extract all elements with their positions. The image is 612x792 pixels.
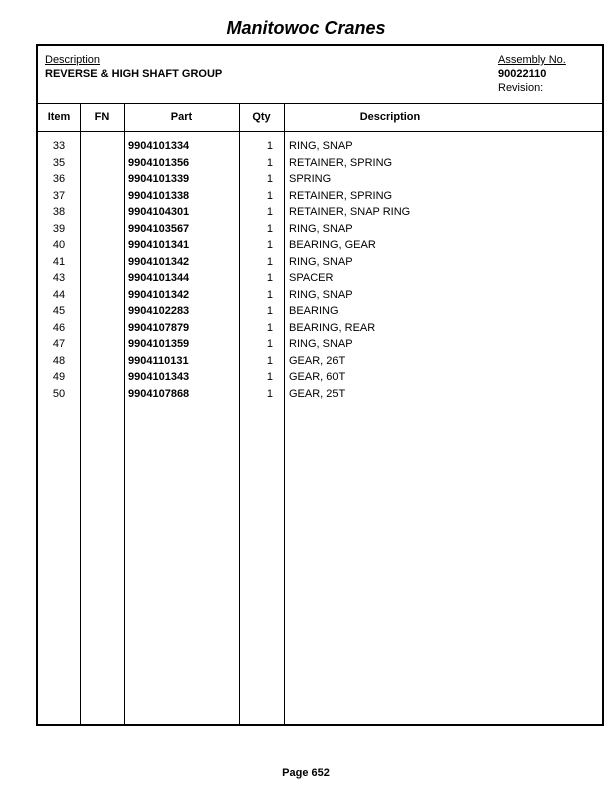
part-number-cell: 9904101342 <box>128 255 190 268</box>
description-label: Description <box>45 54 101 66</box>
part-number-cell: 9904101356 <box>128 156 190 169</box>
table-row <box>38 270 602 287</box>
item-cell: 46 <box>52 321 66 334</box>
item-cell: 40 <box>52 239 66 251</box>
parts-table-frame <box>36 44 604 726</box>
part-number-cell: 9904110131 <box>128 354 189 367</box>
description-cell: BEARING, REAR <box>289 321 376 334</box>
description-cell: GEAR, 60T <box>289 371 346 383</box>
table-row <box>38 254 602 271</box>
column-header-item: Item <box>47 111 71 123</box>
description-cell: RETAINER, SPRING <box>289 156 393 169</box>
description-cell: GEAR, 25T <box>289 387 346 400</box>
header-divider <box>38 131 602 132</box>
description-cell: RING, SNAP <box>289 338 353 350</box>
part-number-cell: 9904102283 <box>128 305 190 317</box>
part-number-cell: 9904104301 <box>128 206 190 218</box>
qty-cell: 1 <box>266 387 273 400</box>
item-cell: 36 <box>52 173 66 185</box>
qty-cell: 1 <box>266 173 273 185</box>
table-row <box>38 221 602 238</box>
document-title: Manitowoc Cranes <box>226 18 386 38</box>
description-cell: RING, SNAP <box>289 222 353 235</box>
item-cell: 39 <box>52 222 66 235</box>
description-cell: RING, SNAP <box>289 140 353 152</box>
item-cell: 44 <box>52 288 66 301</box>
part-number-cell: 9904101343 <box>128 371 190 383</box>
item-cell: 43 <box>52 272 66 284</box>
item-cell: 48 <box>52 354 66 367</box>
assembly-header <box>38 46 602 104</box>
part-number-cell: 9904101342 <box>128 288 190 301</box>
qty-cell: 1 <box>266 222 273 235</box>
item-cell: 41 <box>52 255 66 268</box>
table-row <box>38 320 602 337</box>
part-number-cell: 9904101344 <box>128 272 190 284</box>
description-cell: SPRING <box>289 173 332 185</box>
assembly-number-value: 90022110 <box>498 68 547 80</box>
item-cell: 33 <box>52 140 66 152</box>
description-cell: GEAR, 26T <box>289 354 346 367</box>
part-number-cell: 9904101341 <box>128 239 190 251</box>
column-header-qty: Qty <box>252 111 271 123</box>
qty-cell: 1 <box>266 206 273 218</box>
description-cell: BEARING, GEAR <box>289 239 376 251</box>
part-number-cell: 9904101339 <box>128 173 190 185</box>
description-cell: SPACER <box>289 272 334 284</box>
part-number-cell: 9904101338 <box>128 189 190 202</box>
table-row <box>38 138 602 155</box>
column-header-description: Description <box>359 111 421 123</box>
table-row <box>38 188 602 205</box>
qty-cell: 1 <box>266 140 273 152</box>
item-cell: 50 <box>52 387 66 400</box>
table-row <box>38 336 602 353</box>
qty-cell: 1 <box>266 354 273 367</box>
description-cell: RING, SNAP <box>289 288 353 301</box>
table-row <box>38 204 602 221</box>
description-cell: RETAINER, SPRING <box>289 189 393 202</box>
qty-cell: 1 <box>266 321 273 334</box>
qty-cell: 1 <box>266 239 273 251</box>
assembly-number-label: Assembly No. <box>498 54 566 66</box>
item-cell: 49 <box>52 371 66 383</box>
qty-cell: 1 <box>266 288 273 301</box>
column-header-part: Part <box>170 111 193 123</box>
table-row <box>38 303 602 320</box>
item-cell: 47 <box>52 338 66 350</box>
part-number-cell: 9904101359 <box>128 338 190 350</box>
parts-list <box>38 138 602 402</box>
table-row <box>38 369 602 386</box>
description-value: REVERSE & HIGH SHAFT GROUP <box>45 68 223 80</box>
qty-cell: 1 <box>266 156 273 169</box>
description-cell: RETAINER, SNAP RING <box>289 206 411 218</box>
part-number-cell: 9904103567 <box>128 222 190 235</box>
column-header-fn: FN <box>94 111 110 123</box>
table-row <box>38 353 602 370</box>
table-row <box>38 171 602 188</box>
part-number-cell: 9904101334 <box>128 140 190 152</box>
qty-cell: 1 <box>266 272 273 284</box>
page-number: Page 652 <box>282 767 330 779</box>
qty-cell: 1 <box>266 255 273 268</box>
item-cell: 37 <box>52 189 66 202</box>
table-row <box>38 237 602 254</box>
item-cell: 35 <box>52 156 66 169</box>
table-row <box>38 287 602 304</box>
table-row <box>38 386 602 403</box>
description-cell: RING, SNAP <box>289 255 353 268</box>
part-number-cell: 9904107879 <box>128 321 190 334</box>
qty-cell: 1 <box>266 338 273 350</box>
description-cell: BEARING <box>289 305 339 317</box>
part-number-cell: 9904107868 <box>128 387 190 400</box>
qty-cell: 1 <box>266 305 273 317</box>
revision-label: Revision: <box>498 82 544 94</box>
qty-cell: 1 <box>266 371 273 383</box>
table-row <box>38 155 602 172</box>
item-cell: 45 <box>52 305 66 317</box>
item-cell: 38 <box>52 206 66 218</box>
qty-cell: 1 <box>266 189 273 202</box>
